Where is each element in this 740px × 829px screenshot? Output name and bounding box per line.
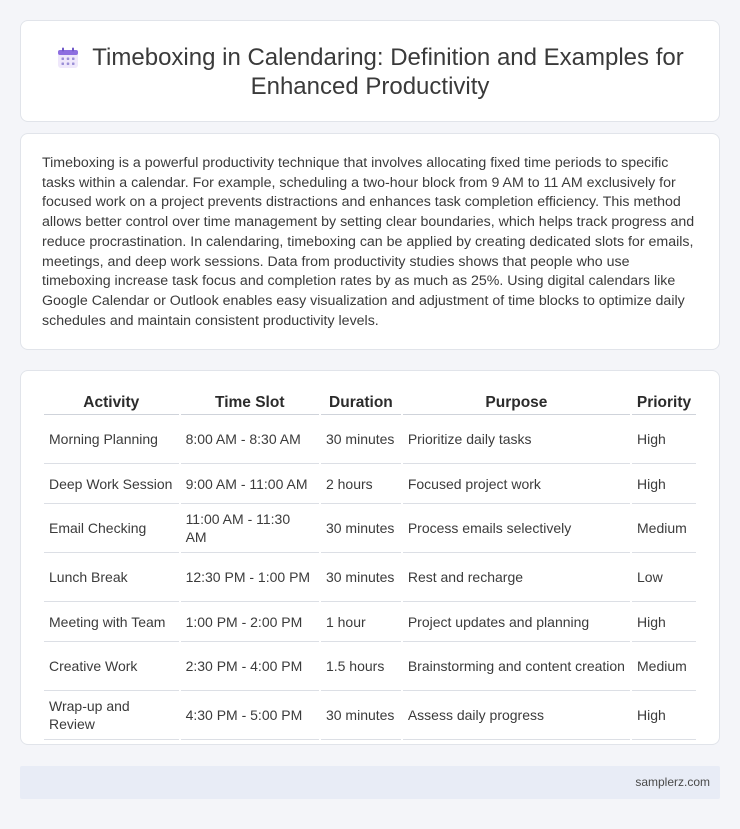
cell-time-slot: 2:30 PM - 4:00 PM xyxy=(181,642,319,691)
cell-activity: Deep Work Session xyxy=(44,464,179,504)
cell-duration: 30 minutes xyxy=(321,504,401,553)
schedule-table xyxy=(42,390,698,740)
cell-duration: 1.5 hours xyxy=(321,642,401,691)
column-header-time-slot: Time Slot xyxy=(181,390,319,415)
cell-duration: 2 hours xyxy=(321,464,401,504)
cell-purpose: Project updates and planning xyxy=(403,602,630,642)
title-card xyxy=(20,20,720,122)
table-header-row xyxy=(44,390,696,415)
cell-duration: 30 minutes xyxy=(321,553,401,602)
cell-purpose: Process emails selectively xyxy=(403,504,630,553)
cell-purpose: Rest and recharge xyxy=(403,553,630,602)
cell-activity: Wrap-up and Review xyxy=(44,691,179,740)
cell-time-slot: 11:00 AM - 11:30 AM xyxy=(181,504,319,553)
cell-purpose: Assess daily progress xyxy=(403,691,630,740)
page-title xyxy=(21,43,719,101)
cell-activity: Email Checking xyxy=(44,504,179,553)
cell-purpose: Prioritize daily tasks xyxy=(403,415,630,464)
column-header-purpose: Purpose xyxy=(403,390,630,415)
cell-priority: High xyxy=(632,602,696,642)
table-row xyxy=(44,464,696,504)
column-header-activity: Activity xyxy=(44,390,179,415)
cell-purpose: Brainstorming and content creation xyxy=(403,642,630,691)
cell-activity: Morning Planning xyxy=(44,415,179,464)
intro-card xyxy=(20,133,720,350)
footer-bar xyxy=(20,766,720,799)
intro-paragraph: Timeboxing is a powerful productivity technique that involves allocating fixed time periods to specific tasks within a calendar. For example, scheduling a two-hour block from 9 AM to 11 AM exclusively for focused work on a project prevents distractions and enhances task completion efficiency. This method allows better control over time management by setting clear boundaries, which helps track progress and reduce procrastination. In calendaring, timeboxing can be applied by creating dedicated slots for emails, meetings, and deep work sessions. Data from productivity studies shows that people who use timeboxing increase task focus and completion rates by as much as 25%. Using digital calendars like Google Calendar or Outlook enables easy visualization and adjustment of time blocks to optimize daily schedules and maintain consistent productivity levels. xyxy=(42,155,695,329)
cell-time-slot: 4:30 PM - 5:00 PM xyxy=(181,691,319,740)
cell-time-slot: 8:00 AM - 8:30 AM xyxy=(181,415,319,464)
cell-time-slot: 12:30 PM - 1:00 PM xyxy=(181,553,319,602)
cell-priority: High xyxy=(632,691,696,740)
cell-priority: Medium xyxy=(632,642,696,691)
table-row xyxy=(44,642,696,691)
cell-activity: Lunch Break xyxy=(44,553,179,602)
column-header-priority: Priority xyxy=(632,390,696,415)
cell-priority: High xyxy=(632,415,696,464)
cell-duration: 30 minutes xyxy=(321,415,401,464)
cell-time-slot: 1:00 PM - 2:00 PM xyxy=(181,602,319,642)
cell-priority: Low xyxy=(632,553,696,602)
cell-time-slot: 9:00 AM - 11:00 AM xyxy=(181,464,319,504)
cell-duration: 1 hour xyxy=(321,602,401,642)
cell-activity: Creative Work xyxy=(44,642,179,691)
footer-brand-link[interactable]: samplerz.com xyxy=(635,775,710,789)
table-row xyxy=(44,691,696,740)
cell-priority: Medium xyxy=(632,504,696,553)
table-row xyxy=(44,553,696,602)
cell-duration: 30 minutes xyxy=(321,691,401,740)
table-row xyxy=(44,602,696,642)
schedule-table-card xyxy=(20,370,720,745)
page-title-line-2: Enhanced Productivity xyxy=(250,73,490,100)
page-title-line-1: Timeboxing in Calendaring: Definition and Examples for xyxy=(92,44,684,71)
table-row xyxy=(44,504,696,553)
cell-activity: Meeting with Team xyxy=(44,602,179,642)
column-header-duration: Duration xyxy=(321,390,401,415)
table-row xyxy=(44,415,696,464)
cell-priority: High xyxy=(632,464,696,504)
cell-purpose: Focused project work xyxy=(403,464,630,504)
